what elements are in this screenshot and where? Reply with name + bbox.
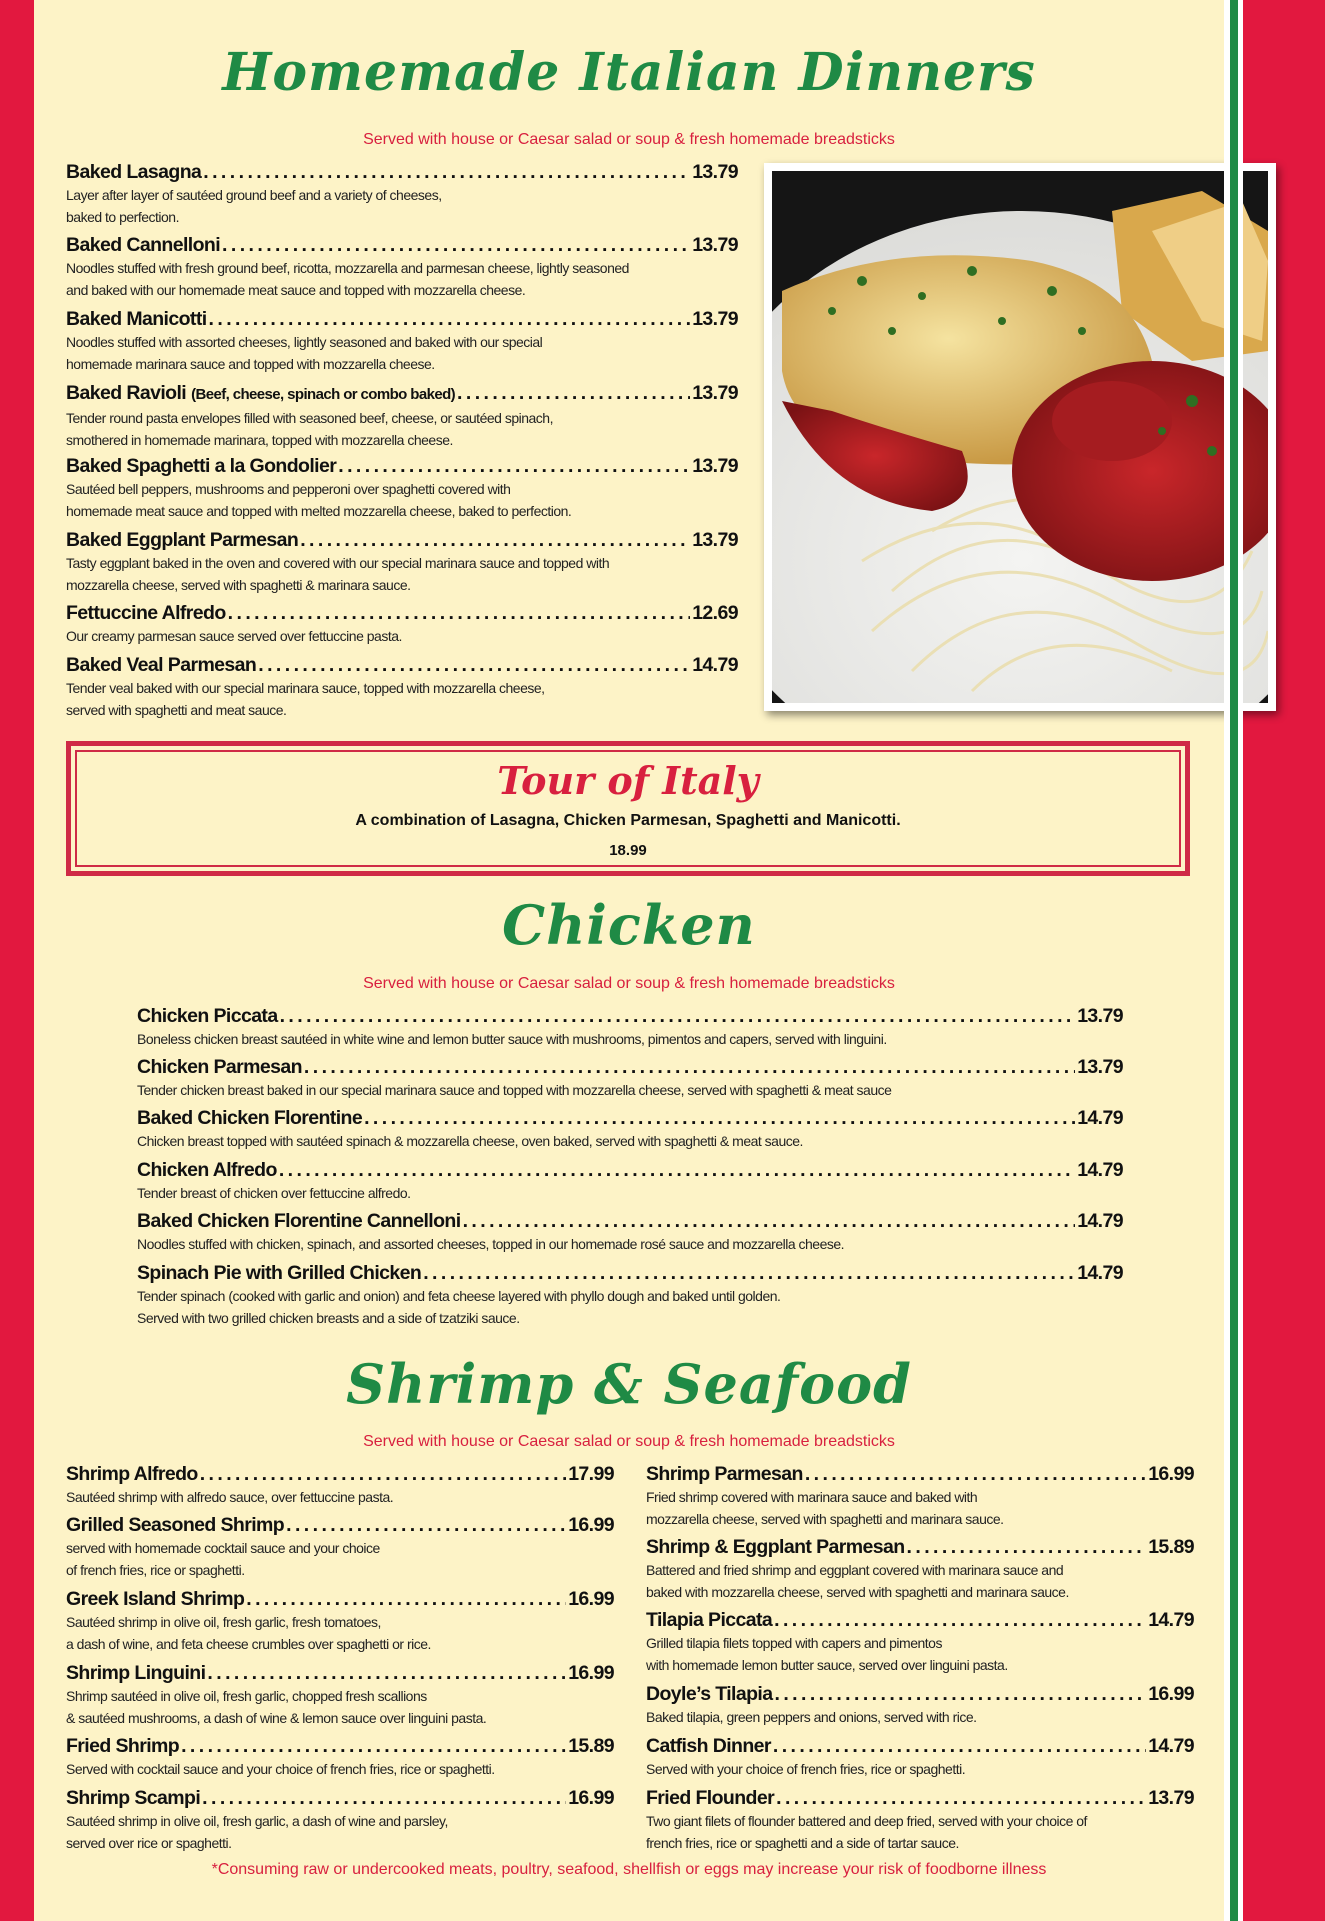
item-price: 13.79 <box>692 308 738 330</box>
item-description: Boneless chicken breast sautéed in white wine and lemon butter sauce with mushrooms, pimentos and capers, served with linguini. <box>137 1031 887 1047</box>
item-name: Chicken Parmesan <box>137 1056 302 1078</box>
item-description: Tasty eggplant baked in the oven and covered with our special marinara sauce and topped with <box>66 555 610 571</box>
tour-title: Tour of Italy <box>497 758 759 803</box>
item-description: served with homemade cocktail sauce and your choice <box>66 1540 380 1556</box>
menu-item <box>66 160 738 228</box>
item-description: Battered and fried shrimp and eggplant covered with marinara sauce and <box>646 1562 1064 1578</box>
item-description: Tender breast of chicken over fettuccine alfredo. <box>137 1185 411 1201</box>
item-description: Served with cocktail sauce and your choice of french fries, rice or spaghetti. <box>66 1761 495 1777</box>
item-name: Shrimp Alfredo <box>66 1463 198 1485</box>
menu-item <box>137 1055 1123 1101</box>
item-description: Layer after layer of sautéed ground beef and a variety of cheeses, <box>66 187 442 203</box>
item-price: 13.79 <box>692 161 738 183</box>
item-description: Served with two grilled chicken breasts and a side of tzatziki sauce. <box>137 1310 520 1326</box>
item-description: Tender spinach (cooked with garlic and onion) and feta cheese layered with phyllo dough and baked until golden. <box>137 1288 781 1304</box>
item-price: 16.99 <box>568 1787 614 1809</box>
menu-item <box>66 1786 614 1854</box>
item-price: 14.79 <box>692 654 738 676</box>
item-price: 14.79 <box>1148 1609 1194 1631</box>
menu-item <box>66 1587 614 1655</box>
item-name: Shrimp Scampi <box>66 1787 201 1809</box>
item-name: Baked Cannelloni <box>66 234 221 256</box>
item-description: mozzarella cheese, served with spaghetti & marinara sauce. <box>66 577 411 593</box>
item-description: Sautéed shrimp with alfredo sauce, over fettuccine pasta. <box>66 1489 394 1505</box>
item-description: Sautéed shrimp in olive oil, fresh garlic, a dash of wine and parsley, <box>66 1813 448 1829</box>
menu-item <box>646 1734 1194 1780</box>
item-description: Chicken breast topped with sautéed spinach & mozzarella cheese, oven baked, served with spaghetti & meat sauce. <box>137 1133 803 1149</box>
menu-item <box>66 528 738 596</box>
item-description: Grilled tilapia filets topped with capers and pimentos <box>646 1635 942 1651</box>
item-name: Doyle’s Tilapia <box>646 1683 773 1705</box>
item-name: Baked Lasagna <box>66 161 202 183</box>
item-name: Baked Chicken Florentine Cannelloni <box>137 1210 461 1232</box>
menu-item <box>137 1158 1123 1204</box>
chicken-title: Chicken <box>502 893 756 957</box>
item-name: Baked Veal Parmesan <box>66 654 257 676</box>
menu-item <box>646 1682 1194 1728</box>
menu-item <box>66 454 738 522</box>
item-description: of french fries, rice or spaghetti. <box>66 1562 245 1578</box>
item-description: Shrimp sautéed in olive oil, fresh garlic, chopped fresh scallions <box>66 1688 427 1704</box>
item-note: (Beef, cheese, spinach or combo baked) <box>191 386 456 403</box>
menu-item <box>66 1513 614 1581</box>
menu-item <box>137 1261 1123 1329</box>
item-price: 14.79 <box>1077 1159 1123 1181</box>
item-name: Baked Spaghetti a la Gondolier <box>66 455 337 477</box>
item-description: Our creamy parmesan sauce served over fettuccine pasta. <box>66 628 402 644</box>
menu-item <box>646 1786 1194 1854</box>
menu-page <box>34 0 1224 1921</box>
item-name: Tilapia Piccata <box>646 1609 773 1631</box>
border-stripe-green <box>1230 0 1238 1921</box>
menu-item <box>66 307 738 375</box>
menu-item <box>66 653 738 721</box>
item-price: 15.89 <box>568 1735 614 1757</box>
item-description: smothered in homemade marinara, topped with mozzarella cheese. <box>66 432 453 448</box>
menu-item <box>66 1661 614 1729</box>
item-description: Tender round pasta envelopes filled with seasoned beef, cheese, or sautéed spinach, <box>66 410 553 426</box>
item-name: Spinach Pie with Grilled Chicken <box>137 1262 422 1284</box>
item-price: 16.99 <box>568 1662 614 1684</box>
item-description: homemade meat sauce and topped with melted mozzarella cheese, baked to perfection. <box>66 503 572 519</box>
item-description: Sautéed bell peppers, mushrooms and pepperoni over spaghetti covered with <box>66 481 511 497</box>
item-description: and baked with our homemade meat sauce and topped with mozzarella cheese. <box>66 282 526 298</box>
item-name: Chicken Alfredo <box>137 1159 277 1181</box>
item-name: Chicken Piccata <box>137 1005 278 1027</box>
item-price: 13.79 <box>692 529 738 551</box>
item-name: Shrimp Linguini <box>66 1662 206 1684</box>
item-description: & sautéed mushrooms, a dash of wine & lemon sauce over linguini pasta. <box>66 1710 487 1726</box>
item-description: Served with your choice of french fries, rice or spaghetti. <box>646 1761 966 1777</box>
item-name: Greek Island Shrimp <box>66 1588 245 1610</box>
item-price: 14.79 <box>1148 1735 1194 1757</box>
item-name: Baked Chicken Florentine <box>137 1107 363 1129</box>
menu-item <box>66 601 738 647</box>
item-description: baked with mozzarella cheese, served with spaghetti and marinara sauce. <box>646 1584 1069 1600</box>
item-name: Fried Shrimp <box>66 1735 180 1757</box>
item-description: homemade marinara sauce and topped with mozzarella cheese. <box>66 356 435 372</box>
item-description: french fries, rice or spaghetti and a side of tartar sauce. <box>646 1835 959 1851</box>
border-stripe-white <box>1238 0 1243 1921</box>
item-price: 13.79 <box>1077 1005 1123 1027</box>
item-name: Fried Flounder <box>646 1787 775 1809</box>
dish-photo-frame <box>764 163 1276 711</box>
item-description: Noodles stuffed with fresh ground beef, ricotta, mozzarella and parmesan cheese, lightly seasoned <box>66 260 629 276</box>
item-description: Baked tilapia, green peppers and onions, served with rice. <box>646 1709 977 1725</box>
item-description: Sautéed shrimp in olive oil, fresh garlic, fresh tomatoes, <box>66 1614 381 1630</box>
item-price: 14.79 <box>1077 1262 1123 1284</box>
item-description: baked to perfection. <box>66 209 179 225</box>
tour-of-italy-box <box>66 741 1190 876</box>
item-price: 16.99 <box>568 1514 614 1536</box>
item-price: 13.79 <box>1148 1787 1194 1809</box>
chicken-subtitle: Served with house or Caesar salad or soup & fresh homemade breadsticks <box>363 975 895 992</box>
menu-item <box>66 381 738 451</box>
menu-item <box>646 1608 1194 1676</box>
menu-item <box>66 233 738 301</box>
dinners-title: Homemade Italian Dinners <box>222 42 1036 103</box>
item-name: Baked Eggplant Parmesan <box>66 529 299 551</box>
item-name: Catfish Dinner <box>646 1735 771 1757</box>
menu-item <box>137 1004 1123 1050</box>
item-description: served over rice or spaghetti. <box>66 1835 232 1851</box>
item-name: Baked Manicotti <box>66 308 207 330</box>
tour-price: 18.99 <box>609 842 647 859</box>
item-price: 14.79 <box>1077 1210 1123 1232</box>
item-price: 16.99 <box>1148 1683 1194 1705</box>
menu-item <box>66 1462 614 1508</box>
item-price: 16.99 <box>1148 1463 1194 1485</box>
item-price: 13.79 <box>692 455 738 477</box>
pasta-dish-illustration <box>772 171 1268 703</box>
item-description: Fried shrimp covered with marinara sauce and baked with <box>646 1489 978 1505</box>
item-name: Grilled Seasoned Shrimp <box>66 1514 285 1536</box>
menu-item <box>646 1462 1194 1530</box>
item-name: Fettuccine Alfredo <box>66 602 226 624</box>
item-description: Two giant filets of flounder battered and deep fried, served with your choice of <box>646 1813 1087 1829</box>
menu-item <box>137 1106 1123 1152</box>
food-safety-warning: *Consuming raw or undercooked meats, poultry, seafood, shellfish or eggs may increase your risk of foodborne illness <box>211 1861 1047 1878</box>
pasta-dish-photo <box>772 171 1268 703</box>
menu-item <box>646 1535 1194 1603</box>
menu-item <box>66 1734 614 1780</box>
item-price: 13.79 <box>692 382 738 404</box>
menu-item <box>137 1209 1123 1255</box>
item-name: Shrimp & Eggplant Parmesan <box>646 1536 905 1558</box>
item-price: 15.89 <box>1148 1536 1194 1558</box>
item-description: Noodles stuffed with chicken, spinach, and assorted cheeses, topped in our homemade rosé sauce and mozzarella cheese. <box>137 1236 845 1252</box>
item-description: Tender chicken breast baked in our special marinara sauce and topped with mozzarella cheese, served with spaghetti & meat sauce <box>137 1082 892 1098</box>
item-name: Baked Ravioli <box>66 382 187 404</box>
item-description: served with spaghetti and meat sauce. <box>66 702 287 718</box>
item-description: Noodles stuffed with assorted cheeses, lightly seasoned and baked with our special <box>66 334 543 350</box>
item-description: mozzarella cheese, served with spaghetti and marinara sauce. <box>646 1511 1004 1527</box>
item-description: a dash of wine, and feta cheese crumbles over spaghetti or rice. <box>66 1636 431 1652</box>
item-description: with homemade lemon butter sauce, served over linguini pasta. <box>646 1657 1008 1673</box>
item-name: Shrimp Parmesan <box>646 1463 803 1485</box>
item-price: 13.79 <box>692 234 738 256</box>
item-description: Tender veal baked with our special marinara sauce, topped with mozzarella cheese, <box>66 680 545 696</box>
seafood-title: Shrimp & Seafood <box>346 1352 912 1416</box>
item-price: 17.99 <box>568 1463 614 1485</box>
dinners-subtitle: Served with house or Caesar salad or soup & fresh homemade breadsticks <box>363 131 895 148</box>
item-price: 12.69 <box>692 602 738 624</box>
item-price: 14.79 <box>1077 1107 1123 1129</box>
seafood-subtitle: Served with house or Caesar salad or soup & fresh homemade breadsticks <box>363 1433 895 1450</box>
item-price: 13.79 <box>1077 1056 1123 1078</box>
item-price: 16.99 <box>568 1588 614 1610</box>
tour-description: A combination of Lasagna, Chicken Parmesan, Spaghetti and Manicotti. <box>355 812 901 829</box>
